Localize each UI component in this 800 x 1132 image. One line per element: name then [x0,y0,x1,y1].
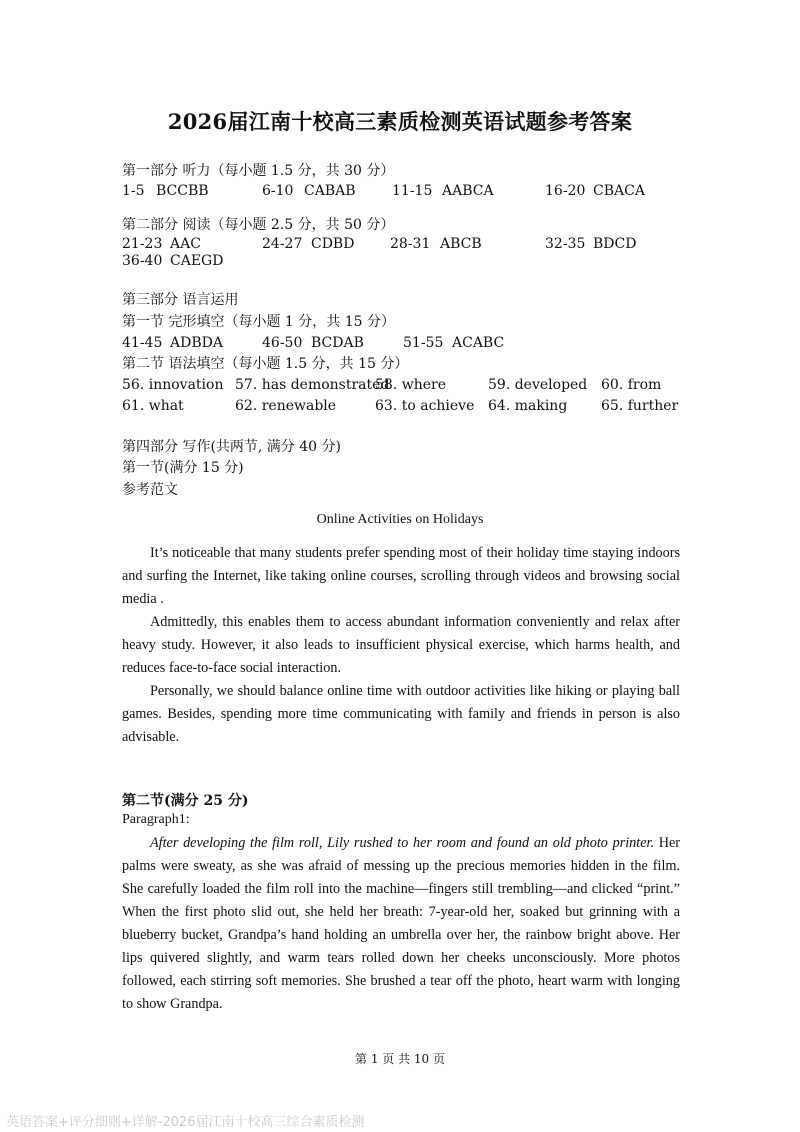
answer-range: 51-55 [403,335,444,351]
essay-paragraph: It’s noticeable that many students prefer spending most of their holiday time staying indoors and surfing the Internet, like taking online courses, scrolling through videos and browsing social media . [122,545,680,607]
answer-range: 46-50 [262,335,303,351]
answer-range: 28-31 [390,236,431,252]
part2-heading: 第二部分 阅读（每小题 2.5 分，共 50 分） [122,217,395,233]
answer-value: ACABC [452,335,505,351]
answer-value: BCDAB [311,335,364,351]
answer-value: CBACA [593,183,645,199]
grammar-answer: 65. further [601,398,679,414]
page-footer: 第 1 页 共 10 页 [355,1052,445,1066]
sample-essay-label: 参考范文 [122,482,178,498]
grammar-answer: 57. has demonstrated [235,377,390,393]
part3-heading: 第三部分 语言运用 [122,292,239,308]
answer-value: CAEGD [170,253,224,269]
grammar-answer: 64. making [488,398,568,414]
part3-section2-heading: 第二节 语法填空（每小题 1.5 分，共 15 分） [122,356,409,372]
answer-range: 24-27 [262,236,303,252]
grammar-answer: 58. where [375,377,446,393]
answer-value: AAC [170,236,201,252]
page-title: 2026届江南十校高三素质检测英语试题参考答案 [167,109,633,134]
grammar-answer-row [0,376,800,394]
grammar-answer: 60. from [601,377,662,393]
part3-section1-heading: 第一节 完形填空（每小题 1 分，共 15 分） [122,314,395,330]
part4-section2-heading: 第二节(满分 25 分) [122,793,249,809]
paragraph1-body: Her palms were sweaty, as she was afraid of messing up the precious memories hidden in the film. She carefully loaded the film roll into the machine—fingers still trembling—and clicked “print.” When the first photo slid out, she held her breath: 7-year-old her, soaked but grinning with a blueberry bucket, Grandpa’s hand holding an umbrella over her, the rainbow bright above. Her lips quivered slightly, and warm tears rolled down her cheeks unconsciously. More photos followed, each stirring soft memories. She brushed a tear off the photo, heart warm with longing to show Grandpa. [122,835,680,1012]
part2-answer-row [0,252,800,270]
paragraph1-opening-sentence: After developing the film roll, Lily rushed to her room and found an old photo printer. [150,835,654,851]
answer-range: 11-15 [392,183,433,199]
answer-value: BDCD [593,236,637,252]
essay-paragraph: Personally, we should balance online time with outdoor activities like hiking or playing ball games. Besides, spending more time communicating with family and friends in person is also advisable. [122,683,680,745]
part2-answer-row [0,235,800,253]
watermark-text: 英语答案+评分细则+详解-2026届江南十校高三综合素质检测 [6,1115,365,1130]
answer-value: BCCBB [156,183,209,199]
part4-section1-heading: 第一节(满分 15 分) [122,460,244,476]
grammar-answer: 56. innovation [122,377,224,393]
part4-heading: 第四部分 写作(共两节, 满分 40 分) [122,439,341,455]
answer-range: 16-20 [545,183,586,199]
answer-range: 36-40 [122,253,163,269]
part1-answer-row [0,182,800,200]
continuation-paragraph [122,832,680,1016]
answer-range: 1-5 [122,183,145,199]
essay-paragraph: Admittedly, this enables them to access abundant information conveniently and relax after heavy study. However, it also leads to insufficient physical exercise, which harms health, and reduces face-to-face social interaction. [122,614,680,676]
answer-range: 6-10 [262,183,294,199]
answer-value: AABCA [442,183,494,199]
essay-title: Online Activities on Holidays [316,512,484,527]
answer-range: 32-35 [545,236,586,252]
answer-range: 41-45 [122,335,163,351]
grammar-answer-row [0,397,800,415]
answer-value: ABCB [440,236,482,252]
grammar-answer: 59. developed [488,377,588,393]
answer-range: 21-23 [122,236,163,252]
answer-value: CDBD [311,236,355,252]
paragraph1-label: Paragraph1: [122,812,190,827]
grammar-answer: 61. what [122,398,184,414]
part1-heading: 第一部分 听力（每小题 1.5 分，共 30 分） [122,163,395,179]
answer-value: CABAB [304,183,356,199]
part3-cloze-answer-row [0,334,800,352]
grammar-answer: 62. renewable [235,398,337,414]
grammar-answer: 63. to achieve [375,398,475,414]
answer-value: ADBDA [170,335,223,351]
